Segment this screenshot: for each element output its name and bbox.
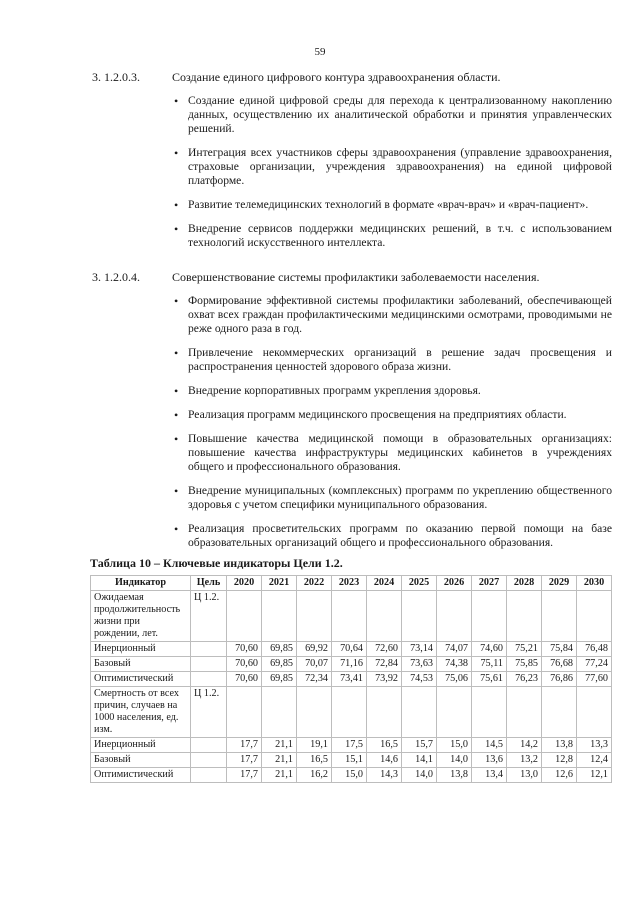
table-cell: 76,23	[507, 672, 542, 687]
table-cell: 14,5	[472, 738, 507, 753]
page-number: 59	[314, 46, 326, 58]
table-cell: 12,6	[542, 768, 577, 783]
table-cell: 15,7	[402, 738, 437, 753]
table-group-row	[91, 591, 612, 642]
table-row	[91, 642, 612, 657]
section-number: 3. 1.2.0.4.	[92, 270, 140, 284]
table-cell: 75,21	[507, 642, 542, 657]
section-title: Создание единого цифрового контура здравоохранения области.	[172, 70, 501, 84]
goal-cell: Ц 1.2.	[191, 687, 227, 738]
column-header-year: 2029	[542, 576, 577, 591]
list-item: • Внедрение сервисов поддержки медицинских решений, в т.ч. с использованием технологий искусственного интеллекта.	[174, 222, 612, 250]
table-cell: 14,6	[367, 753, 402, 768]
table-cell: 76,68	[542, 657, 577, 672]
table-cell: 69,85	[262, 672, 297, 687]
column-header-year: 2023	[332, 576, 367, 591]
list-item: • Реализация программ медицинского просвещения на предприятиях области.	[174, 408, 612, 422]
table-cell: 73,14	[402, 642, 437, 657]
table-cell: 13,0	[507, 768, 542, 783]
table-cell: 13,3	[577, 738, 612, 753]
table-cell: 21,1	[262, 768, 297, 783]
table-cell: 13,4	[472, 768, 507, 783]
column-header-year: 2022	[297, 576, 332, 591]
table-cell: 21,1	[262, 738, 297, 753]
table-cell: 70,64	[332, 642, 367, 657]
table-cell: 69,92	[297, 642, 332, 657]
table-cell: 73,63	[402, 657, 437, 672]
table-cell: 17,7	[227, 768, 262, 783]
table-cell: 14,0	[402, 768, 437, 783]
list-item: • Внедрение муниципальных (комплексных) программ по укреплению общественного здоровья с учетом специфики муниципального образования.	[174, 484, 612, 512]
table-cell: 13,8	[542, 738, 577, 753]
column-header-year: 2028	[507, 576, 542, 591]
section-title: Совершенствование системы профилактики заболеваемости населения.	[172, 270, 540, 284]
column-header-year: 2027	[472, 576, 507, 591]
table-cell: 14,2	[507, 738, 542, 753]
column-header-year: 2026	[437, 576, 472, 591]
group-name: Смертность от всех причин, случаев на 1000 населения, ед. изм.	[91, 687, 191, 738]
table-cell: 13,8	[437, 768, 472, 783]
table-cell: 70,60	[227, 657, 262, 672]
table-caption: Таблица 10 – Ключевые индикаторы Цели 1.2.	[90, 556, 343, 570]
table-cell: 16,2	[297, 768, 332, 783]
table-cell: 70,60	[227, 642, 262, 657]
column-header-year: 2025	[402, 576, 437, 591]
list-item: • Создание единой цифровой среды для перехода к централизованному накоплению данных, осуществлению их аналитической обработки и принятия управленческих решений.	[174, 94, 612, 136]
table-cell: 75,85	[507, 657, 542, 672]
table-row	[91, 657, 612, 672]
table-cell: 12,1	[577, 768, 612, 783]
table-group-row	[91, 687, 612, 738]
column-header-indicator: Индикатор	[91, 576, 191, 591]
table-cell: 17,7	[227, 753, 262, 768]
list-item: • Реализация просветительских программ по оказанию первой помощи на базе образовательных организаций общего и профессионального образования.	[174, 522, 612, 550]
table-cell: 72,84	[367, 657, 402, 672]
table-row	[91, 753, 612, 768]
table-cell: 75,06	[437, 672, 472, 687]
table-cell: 12,8	[542, 753, 577, 768]
table-cell: 69,85	[262, 657, 297, 672]
table-cell: 14,0	[437, 753, 472, 768]
table-cell: 70,07	[297, 657, 332, 672]
table-cell: 77,24	[577, 657, 612, 672]
scenario-label: Базовый	[91, 657, 191, 672]
list-item: • Привлечение некоммерческих организаций в решение задач просвещения и распространения ценностей здорового образа жизни.	[174, 346, 612, 374]
table-cell: 16,5	[367, 738, 402, 753]
table-cell: 17,7	[227, 738, 262, 753]
column-header-year: 2030	[577, 576, 612, 591]
table-cell: 15,0	[332, 768, 367, 783]
table-cell: 74,38	[437, 657, 472, 672]
table-cell: 73,41	[332, 672, 367, 687]
bullet-list	[174, 294, 612, 560]
indicators-table	[90, 575, 612, 783]
table-row	[91, 672, 612, 687]
table-cell: 16,5	[297, 753, 332, 768]
table-cell: 72,60	[367, 642, 402, 657]
list-item: • Формирование эффективной системы профилактики заболеваний, обеспечивающей охват всех граждан профилактическими медицинскими осмотрами, проводимыми не реже одного раза в год.	[174, 294, 612, 336]
table-cell: 14,1	[402, 753, 437, 768]
table-cell: 13,2	[507, 753, 542, 768]
table-cell: 76,48	[577, 642, 612, 657]
table-row	[91, 768, 612, 783]
scenario-label: Базовый	[91, 753, 191, 768]
group-name: Ожидаемая продолжительность жизни при рождении, лет.	[91, 591, 191, 642]
table-cell: 15,0	[437, 738, 472, 753]
list-item: • Повышение качества медицинской помощи в образовательных организациях: повышение качества инфраструктуры медицинских кабинетов в учреждениях общего и профессионального образования.	[174, 432, 612, 474]
table-cell: 74,53	[402, 672, 437, 687]
table-cell: 71,16	[332, 657, 367, 672]
table-cell: 14,3	[367, 768, 402, 783]
list-item: • Развитие телемедицинских технологий в формате «врач-врач» и «врач-пациент».	[174, 198, 612, 212]
table-cell: 74,07	[437, 642, 472, 657]
scenario-label: Оптимистический	[91, 672, 191, 687]
table-cell: 70,60	[227, 672, 262, 687]
table-cell: 13,6	[472, 753, 507, 768]
table-cell: 12,4	[577, 753, 612, 768]
table-cell: 17,5	[332, 738, 367, 753]
table-header-row	[91, 576, 612, 591]
scenario-label: Оптимистический	[91, 768, 191, 783]
bullet-list	[174, 94, 612, 260]
goal-cell: Ц 1.2.	[191, 591, 227, 642]
column-header-year: 2020	[227, 576, 262, 591]
table-row	[91, 738, 612, 753]
column-header-year: 2024	[367, 576, 402, 591]
list-item: • Интеграция всех участников сферы здравоохранения (управление здравоохранения, страховые организации, учреждения здравоохранения) на единой цифровой платформе.	[174, 146, 612, 188]
table-cell: 74,60	[472, 642, 507, 657]
table-cell: 15,1	[332, 753, 367, 768]
column-header-year: 2021	[262, 576, 297, 591]
list-item: • Внедрение корпоративных программ укрепления здоровья.	[174, 384, 612, 398]
scenario-label: Инерционный	[91, 738, 191, 753]
column-header-goal: Цель	[191, 576, 227, 591]
table-cell: 75,84	[542, 642, 577, 657]
scenario-label: Инерционный	[91, 642, 191, 657]
table-cell: 75,11	[472, 657, 507, 672]
table-cell: 77,60	[577, 672, 612, 687]
table-cell: 76,86	[542, 672, 577, 687]
table-cell: 19,1	[297, 738, 332, 753]
table-cell: 73,92	[367, 672, 402, 687]
table-cell: 72,34	[297, 672, 332, 687]
table-cell: 21,1	[262, 753, 297, 768]
table-cell: 69,85	[262, 642, 297, 657]
table-cell: 75,61	[472, 672, 507, 687]
section-number: 3. 1.2.0.3.	[92, 70, 140, 84]
